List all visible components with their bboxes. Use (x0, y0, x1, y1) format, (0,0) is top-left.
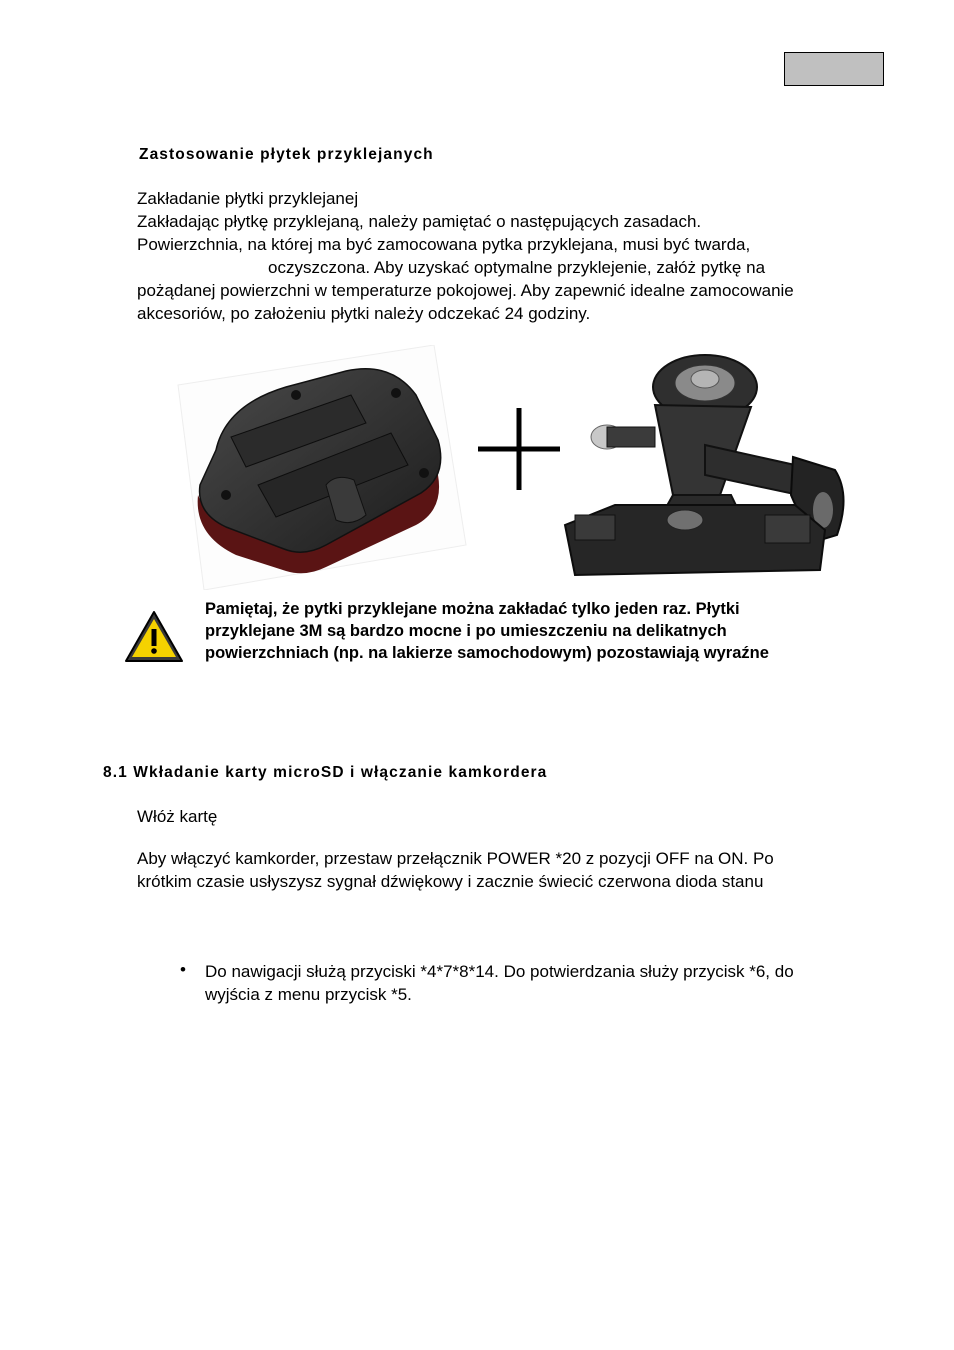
warning-icon (124, 610, 184, 664)
bullet-line: Do nawigacji służą przyciski *4*7*8*14. Do potwierdzania służy przycisk *6, do (205, 962, 794, 981)
paragraph-line: akcesoriów, po założeniu płytki należy odczekać 24 godziny. (137, 304, 591, 323)
plus-icon (478, 408, 560, 490)
power-paragraph-line: krótkim czasie usłyszysz sygnał dźwiękowy i zacznie świecić czerwona dioda stanu (137, 872, 764, 891)
section-heading-adhesive-mounts: Zastosowanie płytek przyklejanych (139, 146, 434, 163)
paragraph-line: Zakładając płytkę przyklejaną, należy pamiętać o następujących zasadach. (137, 212, 702, 231)
bullet-line: wyjścia z menu przycisk *5. (205, 985, 412, 1004)
warning-line: powierzchniach (np. na lakierze samochodowym) pozostawiają wyraźne (205, 644, 769, 662)
paragraph-line: Powierzchnia, na której ma być zamocowana pytka przyklejana, musi być twarda, (137, 235, 751, 254)
warning-line: Pamiętaj, że pytki przyklejane można zakładać tylko jeden raz. Płytki (205, 600, 740, 618)
language-tab-box (784, 52, 884, 86)
power-paragraph-line: Aby włączyć kamkorder, przestaw przełącznik POWER *20 z pozycji OFF na ON. Po (137, 849, 774, 868)
section-heading-microsd: 8.1 Wkładanie karty microSD i włączanie kamkordera (103, 764, 548, 781)
warning-line: przyklejane 3M są bardzo mocne i po umieszczeniu na delikatnych (205, 622, 727, 640)
insert-card-text: Włóż kartę (137, 807, 218, 826)
paragraph-line: oczyszczona. Aby uzyskać optymalne przyklejenie, załóż pytkę na (268, 258, 766, 277)
subheading-attaching-mount: Zakładanie płytki przyklejanej (137, 189, 359, 208)
pivot-arm-mount-image (555, 345, 855, 585)
adhesive-mount-image (176, 345, 468, 590)
paragraph-line: pożądanej powierzchni w temperaturze pokojowej. Aby zapewnić idealne zamocowanie (137, 281, 794, 300)
bullet-marker: • (180, 960, 186, 979)
